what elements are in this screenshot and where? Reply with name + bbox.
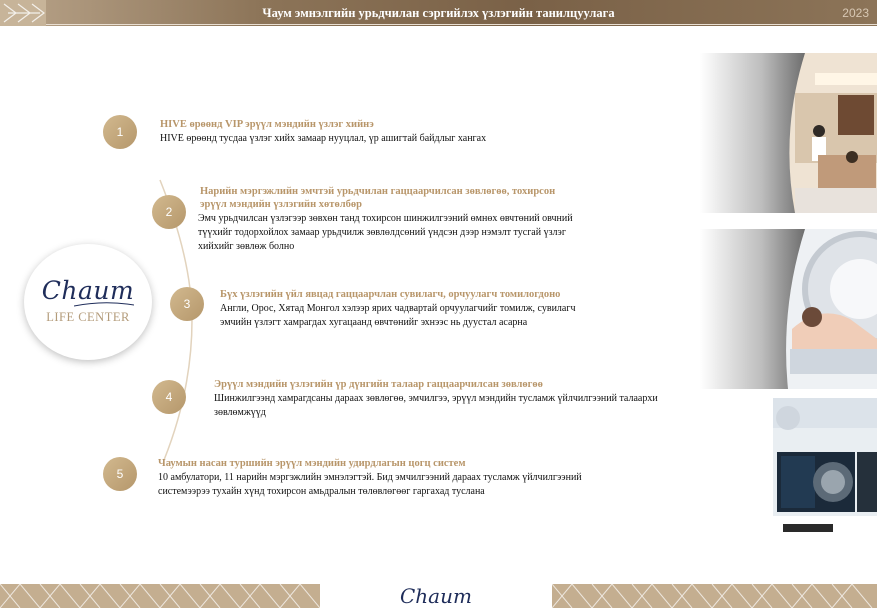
step-5-number: 5: [103, 457, 137, 491]
step-1-number: 1: [103, 115, 137, 149]
header-bar: [0, 0, 877, 26]
photo-ct-scanner: [700, 229, 877, 389]
logo-swash: [74, 302, 134, 308]
footer-logo: Chaum: [400, 584, 472, 608]
footer-pattern-left: [0, 584, 320, 608]
step-2-body: Эмч урьдчилсан үзлэгээр зөвхөн танд тохирсон шинжилгээний өмнөх өвчтөний овчний түүхийг тодорхойлох замаар урьдчилж зөвлөлдсөний үндсэн дээр нэмэлт тусгай үзлэг хийхийг зөвлөж болно: [198, 213, 573, 252]
step-2-title: Нарийн мэргэжлийн эмчтэй урьдчилан гаццаарчилсан зөвлөгөө, тохирсон эрүүл мэндийн үзлэгийн хөтөлбөр: [200, 186, 556, 210]
step-4-title: Эрүүл мэндийн үзлэгийн үр дүнгийн талаар гаццаарчилсан зөвлөгөө: [214, 379, 543, 390]
step-5-title: Чаумын насан туршийн эрүүл мэндийн удирдлагын цогц систем: [158, 458, 466, 469]
page-title: Чаум эмнэлгийн урьдчилан сэргийлэх үзлэгийн танилцуулага: [262, 6, 615, 20]
logo-subtitle: LIFE CENTER: [46, 310, 130, 324]
chaum-logo: [24, 244, 152, 360]
step-1-title: HIVE өрөөнд VIP эрүүл мэндийн үзлэг хийнэ: [160, 119, 374, 130]
photo-imaging-monitors: [773, 398, 877, 546]
step-1-body: HIVE өрөөнд тусдаа үзлэг хийх замаар нууцлал, үр ашигтай байдлыг хангах: [160, 133, 487, 144]
photo-consultation-room: [700, 53, 877, 213]
footer-pattern-right: [552, 584, 877, 608]
step-3-number: 3: [170, 287, 204, 321]
step-3-body: Англи, Орос, Хятад Монгол хэлээр ярих чадвартай орчуулагчийг томилж, сувилагч эмчийн үзлэгт хамрагдах хугацаанд өвчтөнийг эхнээс нь дуустал асарна: [220, 303, 576, 328]
step-3-title: Бүх үзлэгийн үйл явцад гаццаарчлан сувилагч, орчуулагч томилогдоно: [220, 289, 561, 300]
step-2-number: 2: [152, 195, 186, 229]
year-label: 2023: [842, 6, 869, 20]
logo-script: Chaum: [41, 276, 135, 305]
step-5-body: 10 амбулатори, 11 нарийн мэргэжлийн эмнэлэгтэй. Бид эмчилгээний дараах тусламж үйлчилгээний системээрээ тухайн хүнд тохирсон амьдралын төлөвлөгөөг гаргахад туслана: [158, 472, 582, 497]
step-4-number: 4: [152, 380, 186, 414]
step-4-body: Шинжилгээнд хамрагдсаны дараах зөвлөгөө, эмчилгээ, эрүүл мэндийн тусламж үйлчилгээний талаархи зөвлөмжүүд: [214, 393, 658, 418]
